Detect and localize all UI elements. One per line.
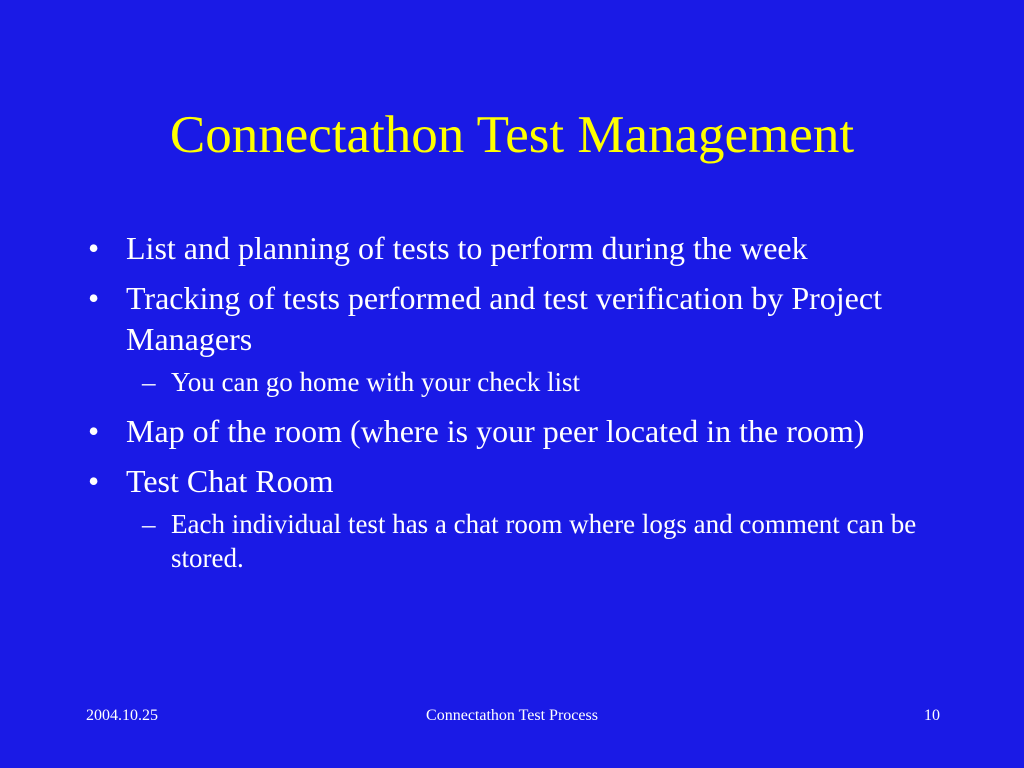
sub-bullet-item xyxy=(88,365,958,399)
bullet-mark: • xyxy=(88,463,100,499)
bullet-item xyxy=(88,278,958,360)
bullet-text: List and planning of tests to perform during the week xyxy=(126,230,808,266)
bullet-item xyxy=(88,461,958,502)
sub-bullet-text: You can go home with your check list xyxy=(171,367,580,397)
bullet-item xyxy=(88,228,958,269)
footer-title: Connectathon Test Process xyxy=(426,707,598,724)
bullet-text: Tracking of tests performed and test verification by Project Managers xyxy=(126,280,882,357)
bullet-mark: • xyxy=(88,280,100,316)
bullet-text: Test Chat Room xyxy=(126,463,334,499)
bullet-item xyxy=(88,411,958,452)
sub-bullet-mark: – xyxy=(142,509,156,539)
slide-title: Connectathon Test Management xyxy=(169,106,855,164)
bullet-text: Map of the room (where is your peer located in the room) xyxy=(126,413,865,449)
sub-bullet-item xyxy=(88,507,958,575)
bullet-mark: • xyxy=(88,230,100,266)
sub-bullet-text: Each individual test has a chat room where logs and comment can be stored. xyxy=(171,509,917,573)
bullet-mark: • xyxy=(88,413,100,449)
footer-date: 2004.10.25 xyxy=(86,707,158,724)
bullet-list xyxy=(88,228,958,587)
sub-bullet-mark: – xyxy=(142,367,156,397)
page-number: 10 xyxy=(924,707,940,724)
